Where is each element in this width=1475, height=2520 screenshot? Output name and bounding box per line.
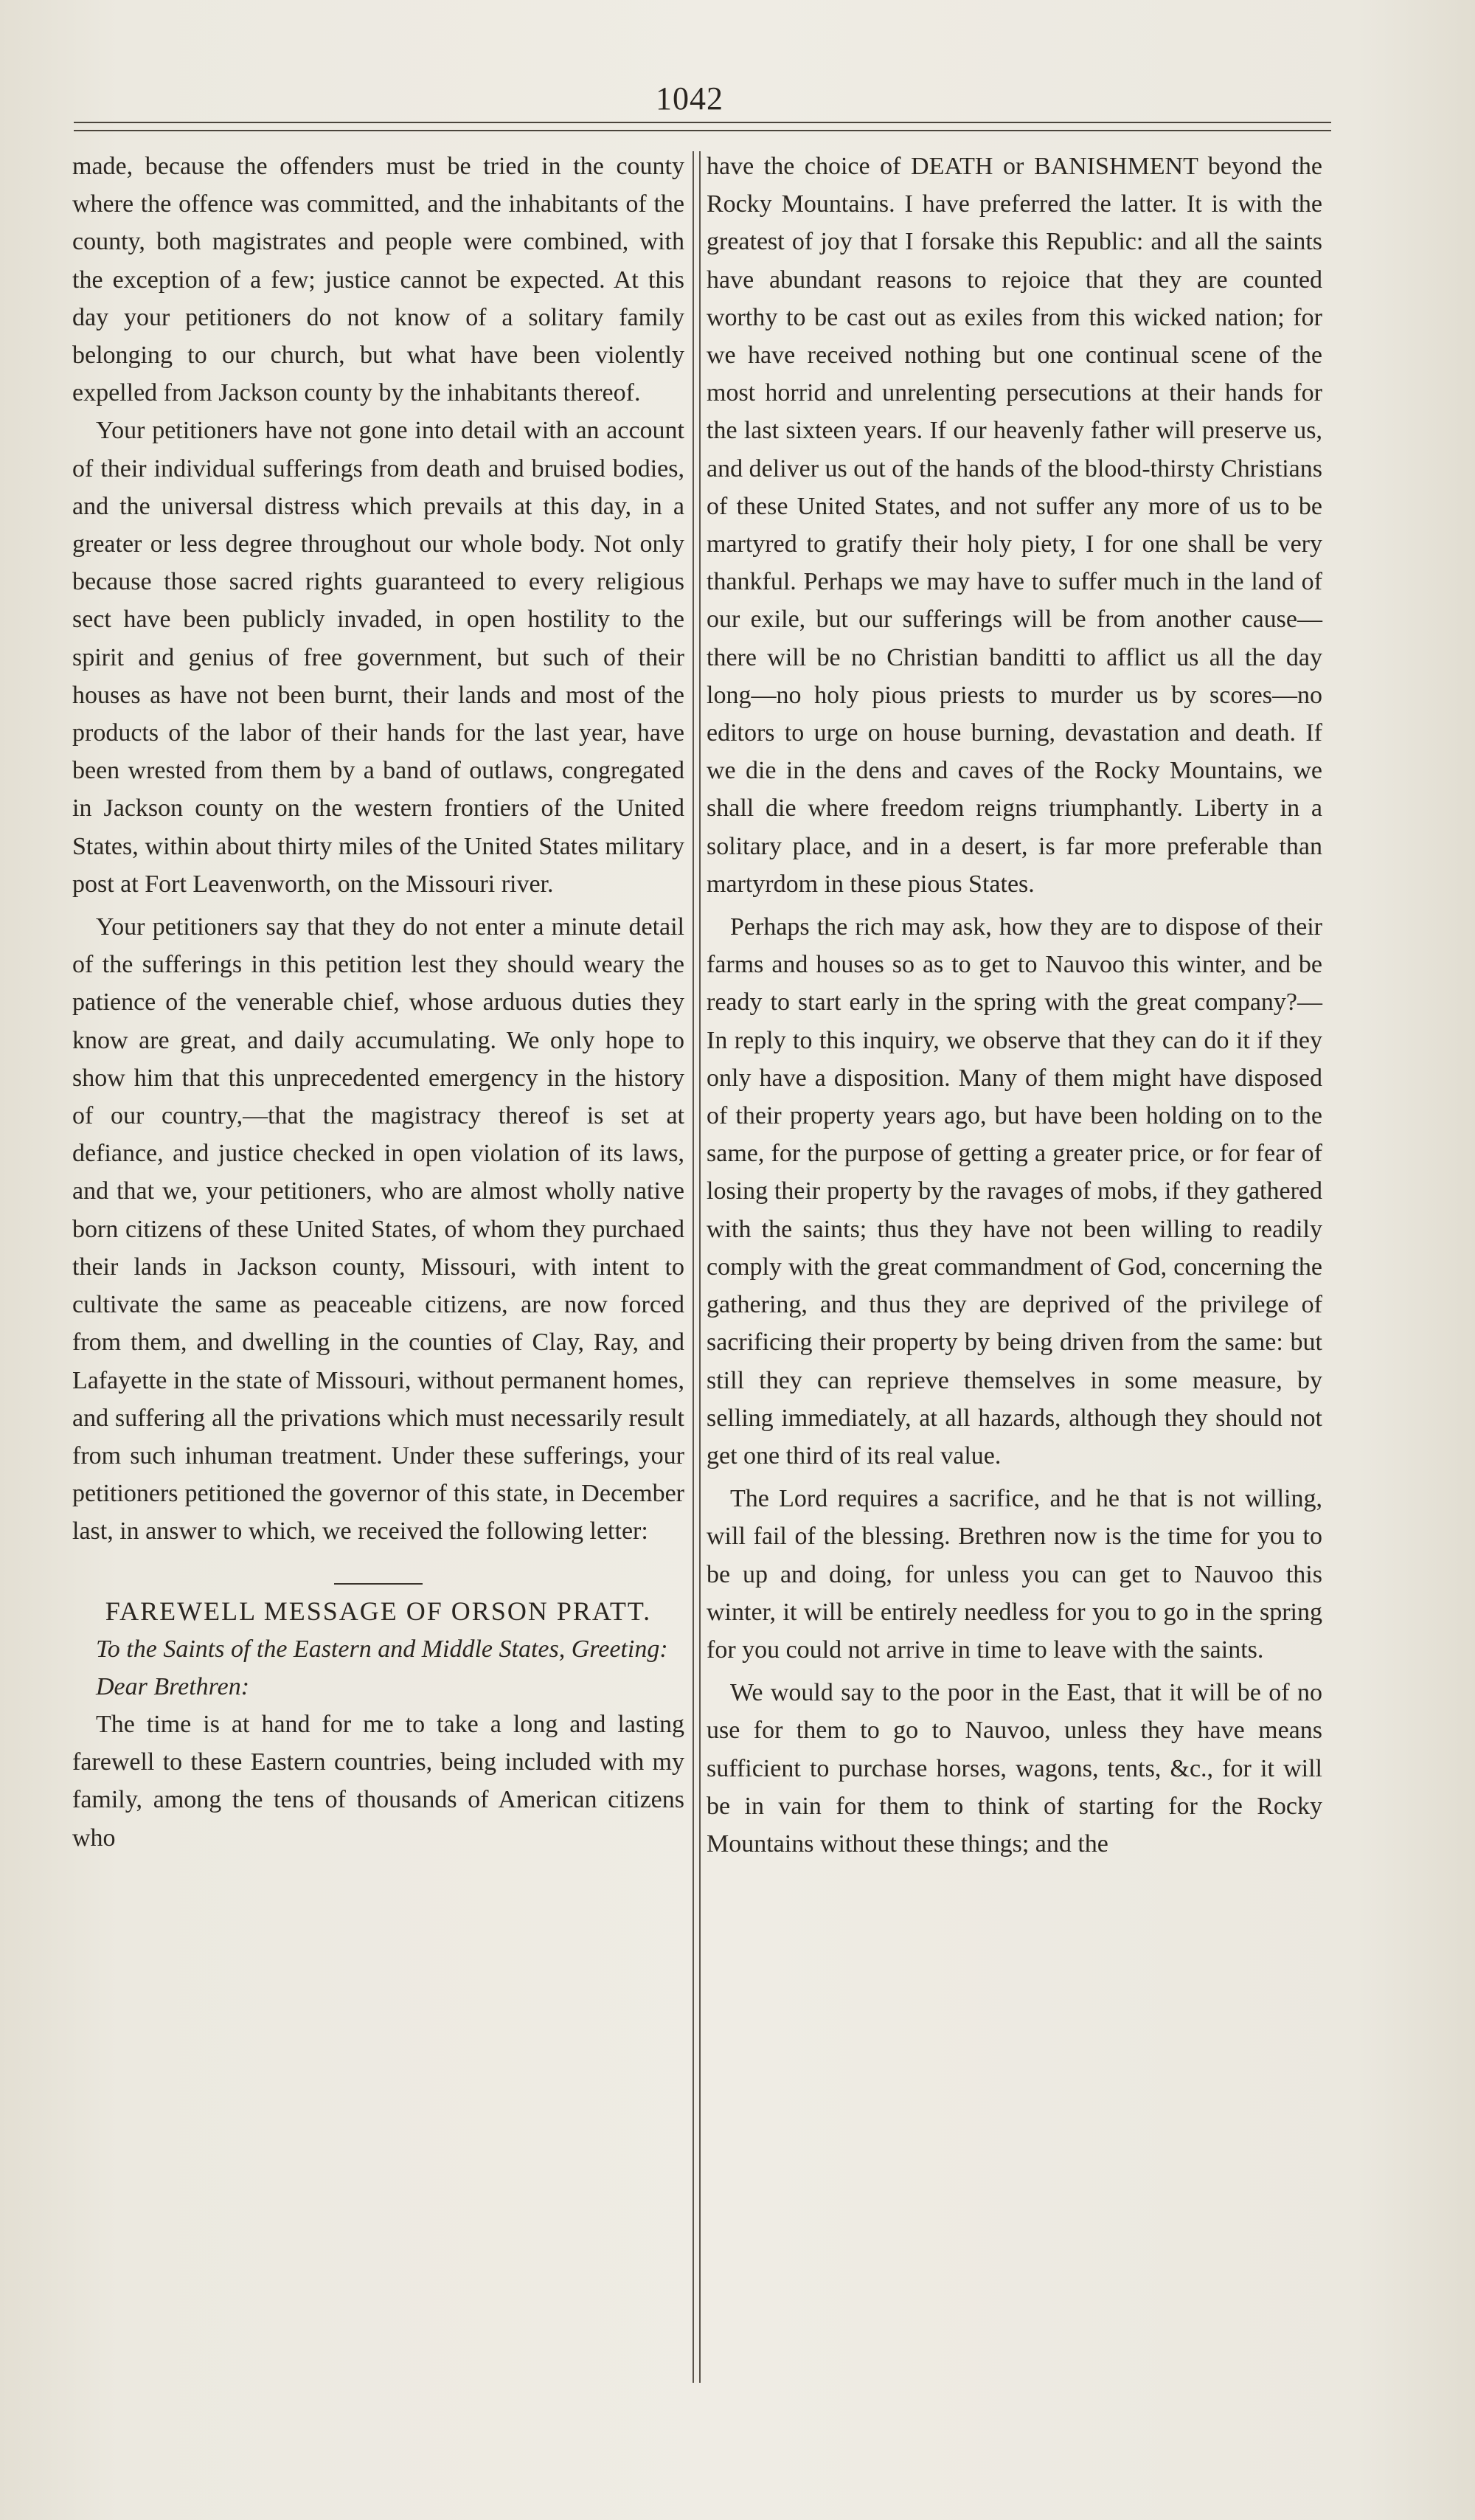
letter-paragraph: The time is at hand for me to take a long and lasting farewell to these Eastern countries, being included with my family, among the tens of thousands of American citizens who: [72, 1710, 684, 1852]
column-divider: [693, 151, 701, 2383]
page-number: 1042: [656, 80, 723, 117]
paragraph: We would say to the poor in the East, that it will be of no use for them to go to Nauvoo, unless they have means sufficient to purchase horses, wagons, tents, &c., for it will be in vain for them to think of starting for the Rocky Mountains without these things; and the: [707, 1679, 1322, 1858]
right-column: [707, 148, 1322, 1863]
paragraph: The Lord requires a sacrifice, and he that is not willing, will fail of the blessing. Brethren now is the time for you to be up and doing, for unless you can get to Nauvoo this winter, it will be entirely needless for you to go in the spring for you could not arrive in time to leave with the saints.: [707, 1485, 1322, 1664]
salutation-greeting: Dear Brethren:: [96, 1672, 250, 1700]
paragraph-continued: have the choice of DEATH or BANISHMENT beyond the Rocky Mountains. I have preferred the latter. It is with the greatest of joy that I forsake this Republic: and all the saints have abundant reasons to rejoice that they are counted worthy to be cast out as exiles from this wicked nation; for we have received nothing but one continual scene of the most horrid and unrelenting persecutions at their hands for the last sixteen years. If our heavenly father will preserve us, and deliver us out of the hands of the blood-thirsty Christians of these United States, and not suffer any more of us to be martyred to gratify their holy piety, I for one shall be very thankful. Perhaps we may have to suffer much in the land of our exile, but our sufferings will be from another cause—there will be no Christian banditti to afflict us all the day long—no holy pious priests to murder us by scores—no editors to urge on house burning, devastation and death. If we die in the dens and caves of the Rocky Mountains, we shall die where freedom reigns triumphantly. Liberty in a solitary place, and in a desert, is far more preferable than martyrdom in these pious States.: [707, 153, 1322, 898]
paragraph: Your petitioners have not gone into detail with an account of their individual sufferings from death and bruised bodies, and the universal distress which prevails at this day, in a greater or less degree throughout our whole body. Not only because those sacred rights guaranteed to every religious sect have been publicly invaded, in open hostility to the spirit and genius of free government, but such of their houses as have not been burnt, their lands and most of the products of the labor of their hands for the last year, have been wrested from them by a band of outlaws, congregated in Jackson county on the western frontiers of the United States, within about thirty miles of the United States military post at Fort Leavenworth, on the Missouri river.: [72, 417, 684, 898]
left-column: [72, 148, 684, 1857]
paragraph-continued: made, because the offenders must be tried in the county where the offence was committed, and the inhabitants of the county, both magistrates and people were combined, with the exception of a few; justice cannot be expected. At this day your petitioners do not know of a solitary family belonging to our church, but what have been violently expelled from Jackson county by the inhabitants thereof.: [72, 153, 684, 407]
section-heading: FAREWELL MESSAGE OF ORSON PRATT.: [105, 1596, 652, 1626]
salutation: To the Saints of the Eastern and Middle States, Greeting:: [96, 1635, 668, 1663]
paragraph: Perhaps the rich may ask, how they are to dispose of their farms and houses so as to get to Nauvoo this winter, and be ready to start early in the spring with the great company?—In reply to this inquiry, we observe that they can do it if they only have a disposition. Many of them might have disposed of their property years ago, but have been holding on to the same, for the purpose of getting a greater price, or for fear of losing their property by the ravages of mobs, if they gathered with the saints; thus they have not been willing to readily comply with the great commandment of God, concerning the gathering, and thus they are deprived of the privilege of sacrificing their property by being driven from the same: but still they can reprieve themselves in some measure, by selling immediately, at all hazards, although they should not get one third of its real value.: [707, 913, 1322, 1470]
paragraph: Your petitioners say that they do not enter a minute detail of the sufferings in this petition lest they should weary the patience of the venerable chief, whose arduous duties they know are great, and daily accumulating. We only hope to show him that this unprecedented emergency in the history of our country,—that the magistracy thereof is set at defiance, and justice checked in open violation of its laws, and that we, your petitioners, who are almost wholly native born citizens of these United States, of whom they purchaed their lands in Jackson county, Missouri, with intent to cultivate the same as peaceable citizens, are now forced from them, and dwelling in the counties of Clay, Ray, and Lafayette in the state of Missouri, without permanent homes, and suffering all the privations which must necessarily result from such inhuman treatment. Under these sufferings, your petitioners petitioned the governor of this state, in December last, in answer to which, we received the following letter:: [72, 913, 684, 1545]
header-double-rule: [74, 122, 1331, 131]
section-divider: [334, 1583, 423, 1585]
